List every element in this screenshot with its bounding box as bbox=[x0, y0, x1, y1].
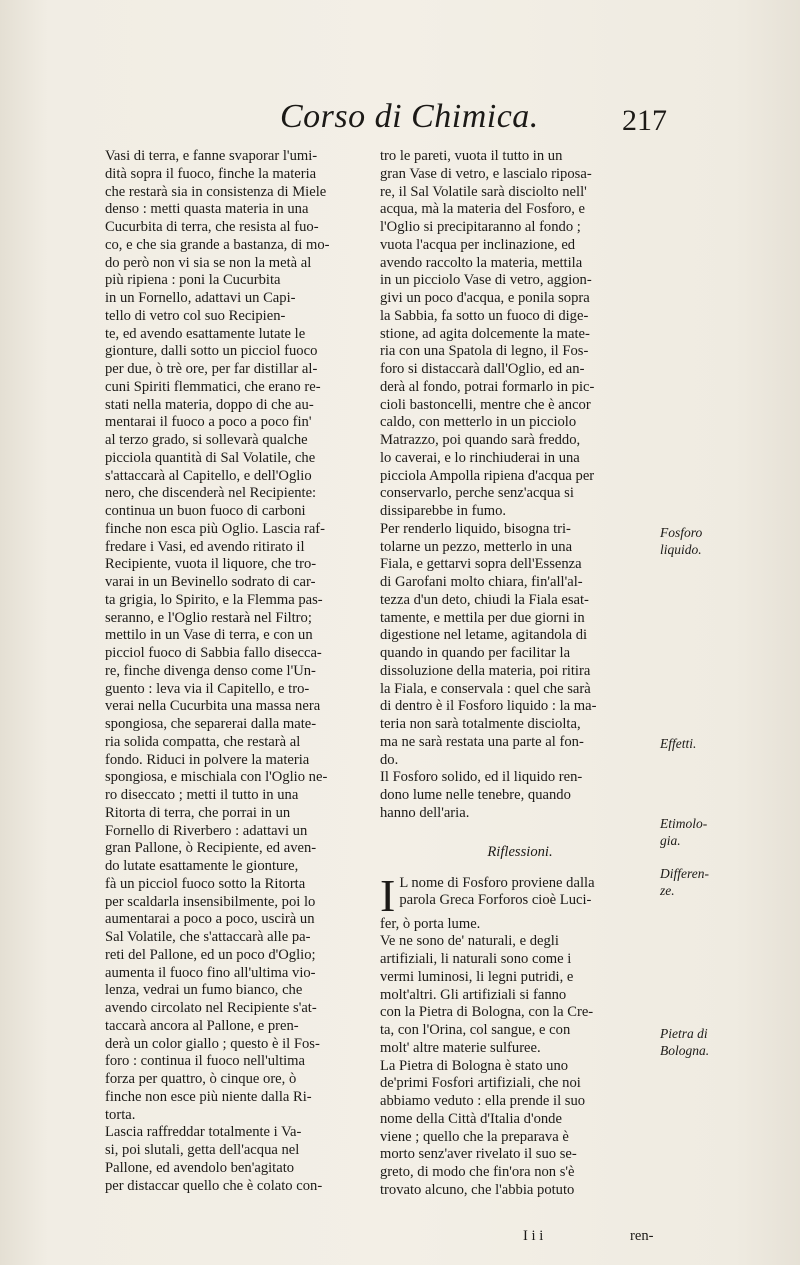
right-text-column bbox=[380, 148, 660, 1200]
text-line: Sal Volatile, che s'attaccarà alle pa- bbox=[105, 929, 311, 945]
text-line: caldo, con metterlo in un picciolo bbox=[380, 414, 577, 431]
text-line: spongiosa, e mischiala con l'Oglio ne- bbox=[105, 769, 328, 786]
text-line: gionture, dalli sotto un picciol fuoco bbox=[105, 343, 318, 360]
text-line: tamente, e mettila per due giorni in bbox=[380, 609, 585, 626]
text-line: spongiosa, che separerai dalla mate- bbox=[105, 716, 317, 732]
text-line: dissoluzione della materia, poi ritira bbox=[380, 662, 591, 679]
text-line: reti del Pallone, ed un poco d'Oglio; bbox=[105, 946, 316, 963]
text-line: vermi luminosi, li legni putridi, e bbox=[380, 968, 574, 985]
text-line: torta. bbox=[105, 1106, 136, 1123]
text-line: picciol fuoco di Sabbia fallo disecca- bbox=[105, 645, 322, 661]
text-line: di Garofani molto chiara, fin'all'al- bbox=[380, 574, 583, 590]
text-line: Fornello di Riverbero : adattavi un bbox=[105, 822, 308, 839]
text-line: per distaccar quello che è colato con- bbox=[105, 1177, 323, 1194]
text-line: de'primi Fosfori artifiziali, che noi bbox=[380, 1075, 581, 1092]
text-line: gran Pallone, ò Recipiente, ed aven- bbox=[105, 840, 317, 857]
text-line: s'attaccarà al Capitello, e dell'Oglio bbox=[105, 467, 312, 484]
text-line: Lascia raffreddar totalmente i Va- bbox=[105, 1124, 302, 1141]
text-line: acqua, mà la materia del Fosforo, e bbox=[380, 201, 586, 218]
text-line: cioli bastoncelli, mentre che è ancor bbox=[380, 396, 591, 413]
text-line: con la Pietra di Bologna, con la Cre- bbox=[380, 1004, 594, 1021]
text-line: artifiziali, li naturali sono come i bbox=[380, 951, 572, 967]
text-line: Recipiente, vuota il liquore, che tro- bbox=[105, 556, 317, 573]
text-line: digestione nel letame, agitandola di bbox=[380, 627, 588, 644]
page-header bbox=[0, 98, 800, 148]
text-line: più ripiena : poni la Cucurbita bbox=[105, 272, 281, 289]
text-line: Cucurbita di terra, che resista al fuo- bbox=[105, 219, 319, 235]
text-line: mettilo in un Vase di terra, e con un bbox=[105, 627, 313, 644]
text-line: vuota l'acqua per inclinazione, ed bbox=[380, 236, 576, 253]
text-line: dità sopra il fuoco, finche la materia bbox=[105, 165, 317, 182]
text-line: Matrazzo, poi quando sarà freddo, bbox=[380, 432, 581, 448]
text-line: finche non esce più niente dalla Ri- bbox=[105, 1088, 312, 1105]
text-line: la Fiala, e conservala : quel che sarà bbox=[380, 680, 591, 697]
text-line: ria solida compatta, che restarà al bbox=[105, 733, 301, 750]
margin-note-bologna: Bologna. bbox=[660, 1043, 710, 1058]
margin-note-differenze: Differen- bbox=[660, 866, 709, 881]
text-line: Fiala, e gettarvi sopra dell'Essenza bbox=[380, 556, 582, 573]
text-line: dissiparebbe in fumo. bbox=[380, 503, 507, 519]
text-line: ro diseccato ; metti il tutto in una bbox=[105, 787, 299, 803]
text-line: re, finche divenga denso come l'Un- bbox=[105, 662, 316, 679]
text-line: taccarà ancora al Pallone, e pren- bbox=[105, 1017, 299, 1034]
text-line: fredare i Vasi, ed avendo ritirato il bbox=[105, 538, 305, 555]
text-line: verai nella Cucurbita una massa nera bbox=[105, 698, 321, 715]
signature-mark: I i i bbox=[523, 1228, 544, 1244]
text-line: in un Fornello, adattavi un Capi- bbox=[105, 290, 296, 306]
text-line: do lutate esattamente le gionture, bbox=[105, 858, 299, 874]
text-line: nome della Città d'Italia d'onde bbox=[380, 1110, 562, 1127]
text-line: do però non vi sia se non la metà al bbox=[105, 254, 312, 271]
text-line: stati nella materia, doppo di che au- bbox=[105, 396, 314, 413]
text-line: picciola quantità di Sal Volatile, che bbox=[105, 449, 316, 466]
text-line: molt' altre materie sulfuree. bbox=[380, 1039, 541, 1056]
text-line: trovato alcuno, che l'abbia potuto bbox=[380, 1181, 575, 1198]
left-text-column bbox=[105, 148, 369, 1195]
text-line: tello di vetro col suo Recipien- bbox=[105, 307, 286, 324]
margin-note-liquido: liquido. bbox=[660, 542, 702, 557]
margin-note-etimologia: Etimolo- bbox=[660, 816, 708, 831]
reflections-paragraph-start bbox=[380, 869, 660, 921]
text-line: forza per quattro, ò cinque ore, ò bbox=[105, 1071, 297, 1087]
drop-cap-letter: I bbox=[380, 869, 396, 921]
text-line: stione, ad agita dolcemente la mate- bbox=[380, 325, 590, 342]
text-line: abbiamo veduto : ella prende il suo bbox=[380, 1093, 586, 1109]
text-line: avendo raccolto la materia, mettila bbox=[380, 254, 583, 271]
text-line: ta, con l'Orina, col sangue, e con bbox=[380, 1022, 571, 1038]
text-line: tolarne un pezzo, metterlo in una bbox=[380, 538, 573, 555]
text-line: che restarà sia in consistenza di Miele bbox=[105, 183, 327, 200]
text-line: al terzo grado, si sollevarà qualche bbox=[105, 432, 308, 448]
text-line: do. bbox=[380, 751, 399, 768]
text-line: L nome di Fosforo proviene dalla bbox=[399, 874, 595, 891]
text-line: picciola Ampolla ripiena d'acqua per bbox=[380, 467, 595, 484]
text-line: fer, ò porta lume. bbox=[380, 915, 481, 932]
text-line: seranno, e l'Oglio restarà nel Filtro; bbox=[105, 609, 312, 626]
text-line: ta grigia, lo Spirito, e la Flemma pas- bbox=[105, 591, 323, 608]
text-line: molt'altri. Gli artifiziali si fanno bbox=[380, 986, 567, 1003]
text-line: di dentro è il Fosforo liquido : la ma- bbox=[380, 698, 597, 715]
reflections-text bbox=[380, 916, 660, 1200]
text-line: in un picciolo Vase di vetro, aggion- bbox=[380, 272, 592, 289]
text-line: La Pietra di Bologna è stato uno bbox=[380, 1057, 569, 1074]
text-line: greto, di modo che fin'ora non s'è bbox=[380, 1164, 575, 1180]
text-line: tezza d'un deto, chiudi la Fiala esat- bbox=[380, 591, 589, 608]
text-line: si, poi slutali, getta dell'acqua nel bbox=[105, 1142, 300, 1158]
margin-note-effetti: Effetti. bbox=[660, 736, 697, 751]
text-line: derà un color giallo ; questo è il Fos- bbox=[105, 1035, 320, 1052]
text-line: dono lume nelle tenebre, quando bbox=[380, 787, 571, 803]
text-line: per scaldarla insensibilmente, poi lo bbox=[105, 893, 316, 910]
text-line: Ritorta di terra, che porrai in un bbox=[105, 804, 291, 821]
text-line: finche non esca più Oglio. Lascia raf- bbox=[105, 520, 326, 537]
margin-note-differenze-2: ze. bbox=[660, 883, 675, 898]
text-line: aumentarai a poco a poco, uscirà un bbox=[105, 911, 315, 928]
text-line: varai in un Bevinello sodrato di car- bbox=[105, 574, 316, 590]
margin-note-pietra: Pietra di bbox=[660, 1026, 708, 1041]
text-line: quando in quando per facilitar la bbox=[380, 645, 571, 661]
text-line: conservarlo, perche senz'acqua si bbox=[380, 485, 574, 502]
text-line: lo caverai, e lo rinchiuderai in una bbox=[380, 449, 580, 466]
text-line: viene ; quello che la preparava è bbox=[380, 1128, 569, 1145]
text-line: foro : continua il fuoco nell'ultima bbox=[105, 1053, 306, 1070]
text-line: per due, ò trè ore, per far distillar al- bbox=[105, 361, 318, 377]
text-line: continua un buon fuoco di carboni bbox=[105, 503, 306, 519]
text-line: aumenta il fuoco fino all'ultima vio- bbox=[105, 964, 316, 981]
text-line: fondo. Riduci in polvere la materia bbox=[105, 751, 310, 768]
text-line: cuni Spiriti flemmatici, che erano re- bbox=[105, 378, 321, 395]
text-line: Per renderlo liquido, bisogna tri- bbox=[380, 520, 571, 537]
catchword: ren- bbox=[630, 1228, 654, 1244]
text-line: teria non sarà totalmente disciolta, bbox=[380, 716, 581, 732]
text-line: guento : leva via il Capitello, e tro- bbox=[105, 680, 310, 697]
margin-note-etimologia-2: gia. bbox=[660, 833, 681, 848]
right-column-procedure-text bbox=[380, 148, 660, 823]
text-line: co, e che sia grande a bastanza, di mo- bbox=[105, 236, 330, 253]
text-line: derà al fondo, potrai formarlo in pic- bbox=[380, 378, 595, 395]
text-line: fà un picciol fuoco sotto la Ritorta bbox=[105, 875, 306, 892]
text-line: denso : metti quasta materia in una bbox=[105, 201, 309, 218]
section-subheading: Riflessioni. bbox=[487, 843, 553, 860]
text-line: givi un poco d'acqua, e ponila sopra bbox=[380, 290, 590, 306]
margin-note-fosforo: Fosforo bbox=[660, 525, 703, 540]
text-line: lenza, vedrai un fumo bianco, che bbox=[105, 982, 303, 999]
text-line: mentarai il fuoco a poco a poco fin' bbox=[105, 414, 312, 431]
text-line: morto senz'aver rivelato il suo se- bbox=[380, 1146, 577, 1163]
text-line: avendo circolato nel Recipiente s'at- bbox=[105, 1000, 317, 1016]
text-line: hanno dell'aria. bbox=[380, 804, 470, 821]
text-line: Ve ne sono de' naturali, e degli bbox=[380, 933, 559, 950]
reflections-first-lines bbox=[380, 875, 660, 911]
text-line: nero, che discenderà nel Recipiente: bbox=[105, 485, 317, 502]
text-line: te, ed avendo esattamente lutate le bbox=[105, 325, 306, 342]
text-line: gran Vase di vetro, e lascialo riposa- bbox=[380, 165, 592, 182]
text-line: tro le pareti, vuota il tutto in un bbox=[380, 148, 563, 164]
text-line: ma ne sarà restata una parte al fon- bbox=[380, 733, 584, 750]
text-line: re, il Sal Volatile sarà disciolto nell' bbox=[380, 183, 587, 200]
text-line: Vasi di terra, e fanne svaporar l'umi- bbox=[105, 148, 318, 164]
page-number: 217 bbox=[622, 104, 667, 137]
text-line: foro si distaccarà dall'Oglio, ed an- bbox=[380, 361, 585, 377]
text-line: la Sabbia, fa sotto un fuoco di dige- bbox=[380, 307, 589, 324]
running-title: Corso di Chimica. bbox=[280, 98, 539, 135]
text-line: Il Fosforo solido, ed il liquido ren- bbox=[380, 769, 583, 786]
text-line: ria con una Spatola di legno, il Fos- bbox=[380, 343, 589, 360]
text-line: parola Greca Forforos cioè Luci- bbox=[399, 892, 592, 909]
text-line: l'Oglio si precipitaranno al fondo ; bbox=[380, 219, 581, 235]
text-line: Pallone, ed avendolo ben'agitato bbox=[105, 1159, 295, 1176]
